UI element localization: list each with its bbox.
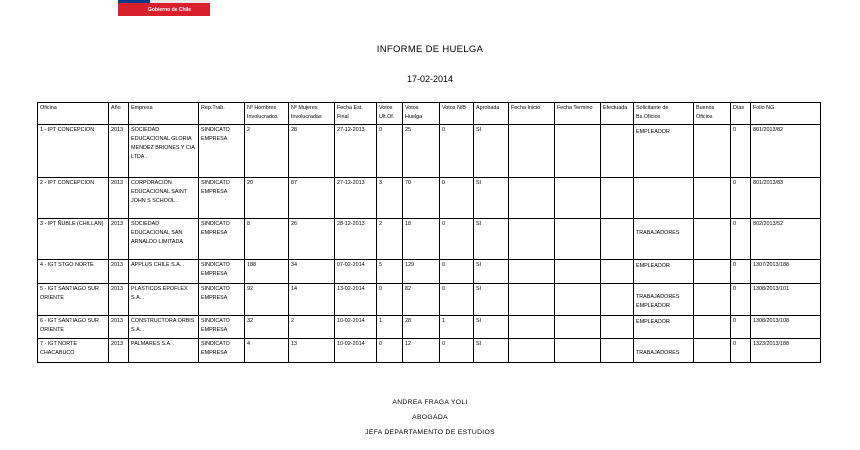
table-cell — [555, 339, 601, 363]
table-cell: 28 — [403, 316, 440, 339]
table-row — [38, 125, 821, 178]
signature-name: ANDREA FRAGA YOLI — [392, 399, 468, 406]
table-cell: 34 — [289, 260, 335, 284]
table-cell: 0 — [440, 219, 474, 260]
table-cell — [509, 178, 555, 219]
table-cell: 1307/2013/188 — [751, 260, 821, 284]
table-cell: 26 — [289, 219, 335, 260]
table-cell: 27-12-2013 — [335, 125, 377, 178]
table-cell: 5 - IGT SANTIAGO SUR ORIENTE — [38, 284, 109, 316]
table-cell: 1323/2013/188 — [751, 339, 821, 363]
table-cell: 92 — [245, 284, 289, 316]
table-cell — [555, 219, 601, 260]
table-cell: EMPLEADOR — [634, 316, 694, 339]
table-cell: 2013 — [109, 284, 129, 316]
table-cell — [555, 178, 601, 219]
table-cell — [601, 219, 634, 260]
table-cell: 0 — [377, 125, 403, 178]
table-cell — [694, 260, 731, 284]
table-cell: 0 — [377, 339, 403, 363]
table-cell: PALMARES S.A. . — [129, 339, 199, 363]
table-cell — [694, 316, 731, 339]
table-row — [38, 178, 821, 219]
table-cell — [509, 125, 555, 178]
table-cell: 2013 — [109, 339, 129, 363]
table-cell: 0 — [731, 316, 751, 339]
column-header: Año — [109, 103, 129, 125]
table-cell: 27-12-2013 — [335, 178, 377, 219]
table-cell: SINDICATO EMPRESA — [199, 339, 245, 363]
table-cell — [555, 125, 601, 178]
gobierno-de-chile-logo — [118, 0, 210, 16]
table-row — [38, 316, 821, 339]
table-cell: 20 — [245, 178, 289, 219]
table-cell: SINDICATO EMPRESA — [199, 219, 245, 260]
table-cell: SINDICATO EMPRESA — [199, 178, 245, 219]
table-cell: SOCIEDAD EDUCACIONAL SAN ARNALDO LIMITADA — [129, 219, 199, 260]
table-cell: 129 — [403, 260, 440, 284]
table-cell: TRABAJADORES — [634, 219, 694, 260]
table-cell: 13 — [289, 339, 335, 363]
table-cell: TRABAJADORES EMPLEADOR — [634, 284, 694, 316]
column-header: Rep.Trab. — [199, 103, 245, 125]
table-cell — [509, 284, 555, 316]
table-cell — [601, 260, 634, 284]
table-cell: 6 - IGT SANTIAGO SUR ORIENTE — [38, 316, 109, 339]
table-cell: 5 — [377, 260, 403, 284]
table-cell — [509, 219, 555, 260]
column-header: Folio NG — [751, 103, 821, 125]
table-cell: 25 — [403, 125, 440, 178]
table-cell: CONSTRUCTORA ORBIS S.A. . — [129, 316, 199, 339]
table-cell — [694, 284, 731, 316]
column-header: Buenos Oficios — [694, 103, 731, 125]
table-cell: 10-02-2014 — [335, 339, 377, 363]
table-row — [38, 219, 821, 260]
table-cell: 2 — [377, 219, 403, 260]
table-cell — [634, 178, 694, 219]
table-cell: APPLUS CHILE S.A. . — [129, 260, 199, 284]
table-cell: 2013 — [109, 316, 129, 339]
report-date: 17-02-2014 — [406, 74, 454, 84]
table-cell: SI — [474, 125, 509, 178]
table-cell: SI — [474, 316, 509, 339]
table-cell: SOCIEDAD EDUCACIONAL GLORIA MENDEZ BRIONES Y CIA LTDA . — [129, 125, 199, 178]
column-header: Solicitante de Bs.Oficios — [634, 103, 694, 125]
column-header: Efectuada — [601, 103, 634, 125]
table-cell: 7 - IGT NORTE CHACABUCO — [38, 339, 109, 363]
table-cell: 10-02-2014 — [335, 316, 377, 339]
table-cell: 0 — [731, 178, 751, 219]
table-row — [38, 339, 821, 363]
table-cell: 82 — [403, 284, 440, 316]
table-cell: 801/2013/83 — [751, 178, 821, 219]
table-cell: 0 — [731, 260, 751, 284]
table-cell: SINDICATO EMPRESA — [199, 316, 245, 339]
column-header: Aprobada — [474, 103, 509, 125]
table-cell: 1308/2013/108 — [751, 316, 821, 339]
table-cell: 70 — [403, 178, 440, 219]
table-cell: 1308/2013/101 — [751, 284, 821, 316]
table-cell: SI — [474, 284, 509, 316]
table-cell: 0 — [731, 125, 751, 178]
table-cell — [694, 178, 731, 219]
logo-text: Gobierno de Chile — [118, 3, 210, 16]
table-cell: EMPLEADOR — [634, 125, 694, 178]
table-cell — [509, 339, 555, 363]
column-header: Fecha Inicio — [509, 103, 555, 125]
table-cell — [601, 178, 634, 219]
column-header: Fecha Termino — [555, 103, 601, 125]
table-cell: 2013 — [109, 219, 129, 260]
table-cell: 3 — [377, 178, 403, 219]
table-cell: 12 — [403, 339, 440, 363]
table-cell — [601, 339, 634, 363]
table-header-row — [38, 103, 821, 125]
table-cell: 8 — [245, 219, 289, 260]
table-cell: 4 - IGT STGO NORTE — [38, 260, 109, 284]
table-cell: 28-12-2013 — [335, 219, 377, 260]
table-cell — [694, 219, 731, 260]
table-cell: 2 — [289, 316, 335, 339]
table-cell: 0 — [440, 339, 474, 363]
signature-role: ABOGADA — [412, 414, 448, 421]
table-row — [38, 284, 821, 316]
table-cell: 13-02-2014 — [335, 284, 377, 316]
table-cell: SINDICATO EMPRESA — [199, 260, 245, 284]
table-cell: 188 — [245, 260, 289, 284]
column-header: Votos N/B — [440, 103, 474, 125]
table-cell: SINDICATO EMPRESA — [199, 284, 245, 316]
table-cell: SI — [474, 178, 509, 219]
table-cell: CORPORACION EDUCACIONAL SAINT JOHN S SCHOOL . — [129, 178, 199, 219]
table-cell: 07-02-2014 — [335, 260, 377, 284]
column-header: Nº Hombres Involucrados — [245, 103, 289, 125]
table-cell: 2013 — [109, 125, 129, 178]
table-cell: 0 — [440, 284, 474, 316]
table-cell: 3 - IPT ÑUBLE (CHILLAN) — [38, 219, 109, 260]
table-cell: 1 — [377, 316, 403, 339]
table-cell: 2 — [245, 125, 289, 178]
table-cell: 0 — [440, 125, 474, 178]
table-cell: 1 — [440, 316, 474, 339]
table-cell — [694, 125, 731, 178]
table-cell: SI — [474, 260, 509, 284]
table-cell: PLASTICOS EPOFLEX S.A. . — [129, 284, 199, 316]
table-cell: 0 — [440, 260, 474, 284]
table-cell — [555, 284, 601, 316]
column-header: Votos Huelga — [403, 103, 440, 125]
table-cell: 18 — [403, 219, 440, 260]
signature-position: JEFA DEPARTAMENTO DE ESTUDIOS — [365, 429, 495, 436]
table-cell: SINDICATO EMPRESA — [199, 125, 245, 178]
table-cell: 32 — [245, 316, 289, 339]
table-cell: 1 - IPT CONCEPCION — [38, 125, 109, 178]
table-cell — [601, 284, 634, 316]
table-cell: SI — [474, 339, 509, 363]
table-cell — [509, 316, 555, 339]
table-cell — [555, 260, 601, 284]
table-cell: 0 — [731, 339, 751, 363]
report-title: INFORME DE HUELGA — [376, 44, 484, 55]
logo-bar — [118, 0, 210, 16]
table-cell: 802/2013/52 — [751, 219, 821, 260]
table-cell: 0 — [731, 284, 751, 316]
table-cell: 4 — [245, 339, 289, 363]
table-row — [38, 260, 821, 284]
table-cell: TRABAJADORES — [634, 339, 694, 363]
table-cell: 87 — [289, 178, 335, 219]
table-cell: SI — [474, 219, 509, 260]
table-cell — [509, 260, 555, 284]
column-header: Nº Mujeres Involucradas — [289, 103, 335, 125]
table-cell: EMPLEADOR — [634, 260, 694, 284]
table-cell: 0 — [731, 219, 751, 260]
signature-block — [0, 395, 860, 440]
table-cell: 2013 — [109, 178, 129, 219]
table-cell: 2 - IPT CONCEPCION — [38, 178, 109, 219]
table-cell: 28 — [289, 125, 335, 178]
column-header: Votos Ult.Of. — [377, 103, 403, 125]
column-header: Empresa — [129, 103, 199, 125]
table-cell — [555, 316, 601, 339]
table-cell: 2013 — [109, 260, 129, 284]
column-header: Oficina — [38, 103, 109, 125]
table-cell: 801/2013/82 — [751, 125, 821, 178]
column-header: Días — [731, 103, 751, 125]
table-cell — [601, 125, 634, 178]
table-cell — [694, 339, 731, 363]
table-cell: 0 — [377, 284, 403, 316]
strike-report-table — [37, 102, 821, 363]
column-header: Fecha Est. Final — [335, 103, 377, 125]
table-cell — [601, 316, 634, 339]
table-cell: 14 — [289, 284, 335, 316]
table-cell: 0 — [440, 178, 474, 219]
